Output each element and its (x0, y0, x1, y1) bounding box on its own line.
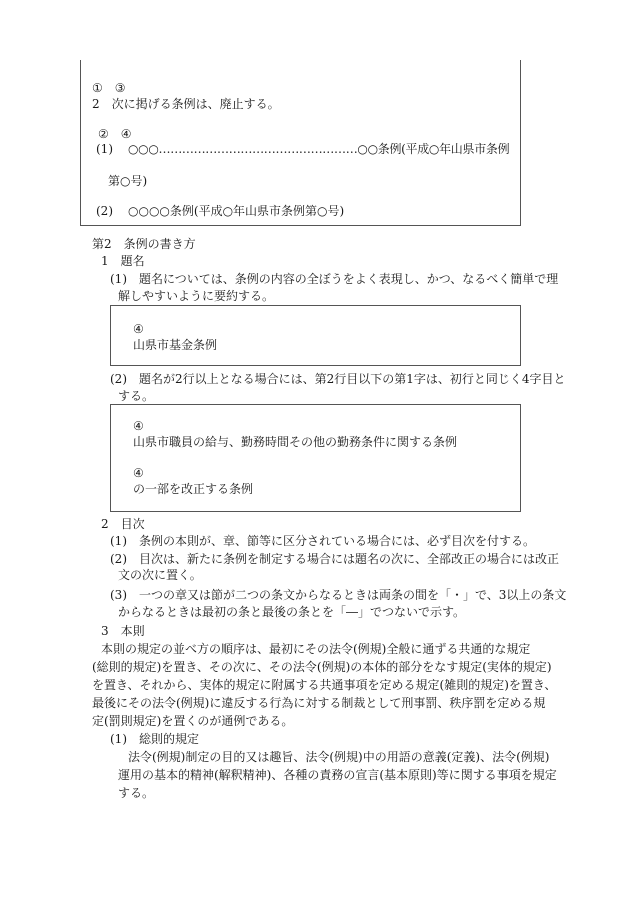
body-line: 運用の基本的精神(解釈精神)、各種の責務の宣言(基本原則)等に関する事項を規定 (118, 768, 557, 782)
list-item-text: ○○○○条例(平成○年山県市条例第○号) (128, 204, 345, 218)
example-box-title (110, 305, 521, 366)
body-line: (総則的規定)を置き、その次に、その法令(例規)の本体的部分をなす規定(実体的規定) (92, 660, 552, 674)
circle-marks: ② ④ (98, 127, 132, 141)
circle-marks: ① ③ (92, 81, 126, 95)
paragraph: 解しやすいように要約する。 (118, 289, 275, 303)
example-title: 山県市職員の給与、勤務時間その他の勤務条件に関する条例 (133, 435, 458, 449)
paragraph: (1) 条例の本則が、章、節等に区分されている場合には、必ず目次を付する。 (110, 534, 536, 548)
paragraph: からなるときは最初の条と最後の条とを「―」でつないで示す。 (118, 605, 466, 619)
paragraph: (2) 題名が2行以上となる場合には、第2行目以下の第1字は、初行と同じく4字目と (110, 372, 566, 386)
paragraph: 文の次に置く。 (118, 568, 202, 582)
subsection-heading-main-body: 3 本則 (101, 624, 145, 638)
paragraph: (3) 一つの章又は節が二つの条文からなるときは両条の間を「・」で、3以上の条文 (110, 588, 567, 602)
body-line: 定(罰則規定)を置くのが通例である。 (92, 714, 294, 728)
circle-mark: ④ (133, 419, 144, 433)
circle-mark: ④ (133, 466, 144, 480)
paragraph: する。 (118, 389, 155, 403)
subsection-item-heading: (1) 総則的規定 (110, 732, 199, 746)
body-line: を置き、それから、実体的規定に附属する共通事項を定める規定(雑則的規定)を置き、 (92, 678, 557, 692)
paragraph: (1) 題名については、条例の内容の全ぼうをよく表現し、かつ、なるべく簡単で理 (110, 272, 559, 286)
example-title: 山県市基金条例 (133, 338, 218, 352)
list-item-number: (1) (96, 142, 113, 156)
section-heading: 第2 条例の書き方 (92, 237, 196, 251)
subsection-heading-title: 1 題名 (101, 254, 145, 268)
list-item-number: (2) (96, 204, 113, 218)
subsection-heading-toc: 2 目次 (101, 517, 145, 531)
body-line: 最後にその法令(例規)に違反する行為に対する制裁として刑事罰、秩序罰を定める規 (92, 696, 546, 710)
body-line: する。 (118, 786, 155, 800)
body-line: 本則の規定の並べ方の順序は、最初にその法令(例規)全般に通ずる共通的な規定 (101, 642, 531, 656)
list-item-text: ○○○……………………………………………○○条例(平成○年山県市条例 (128, 142, 510, 156)
circle-mark: ④ (133, 322, 144, 336)
list-item-continuation: 第○号) (108, 174, 148, 188)
example-title: の一部を改正する条例 (133, 482, 254, 496)
paragraph: (2) 目次は、新たに条例を制定する場合には題名の次に、全部改正の場合には改正 (110, 552, 560, 566)
body-line: 法令(例規)制定の目的又は趣旨、法令(例規)中の用語の意義(定義)、法令(例規) (128, 750, 550, 764)
paragraph-2: 2 次に掲げる条例は、廃止する。 (92, 97, 280, 111)
